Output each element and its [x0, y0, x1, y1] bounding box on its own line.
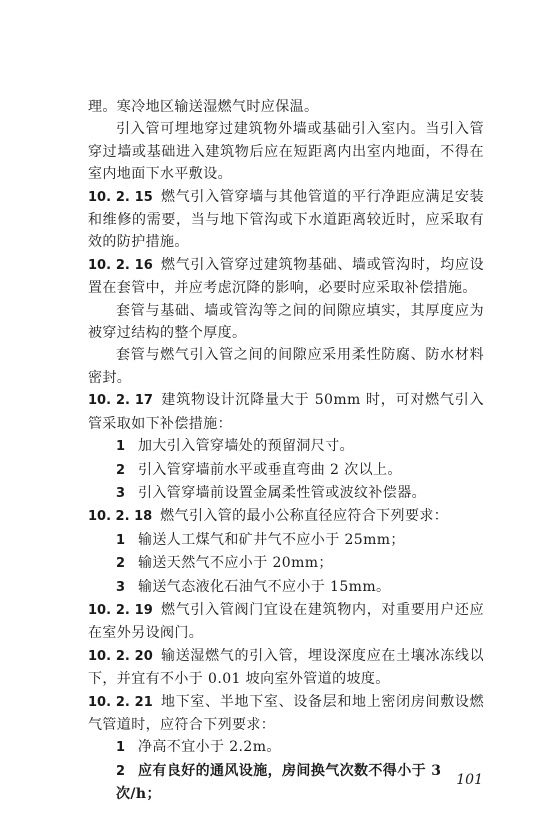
clause-text: 地下室、半地下室、设备层和地上密闭房间敷设燃气管道时，应符合下列要求： — [88, 693, 484, 733]
item-number: 1 — [116, 532, 126, 548]
item-number: 1 — [116, 740, 126, 756]
item-number: 2 — [116, 556, 126, 572]
item-number: 2 — [116, 462, 126, 478]
paragraph: 套管与基础、墙或管沟等之间的间隙应填实，其厚度应为被穿过结构的整个厚度。 — [88, 302, 484, 342]
clause-10-2-15 — [88, 186, 484, 254]
item-number: 2 — [116, 763, 126, 779]
list-item — [88, 529, 484, 552]
clause-10-2-18 — [88, 505, 484, 528]
list-item — [88, 459, 484, 482]
clause-10-2-17 — [88, 389, 484, 435]
clause-text: 燃气引入管穿墙与其他管道的平行净距应满足安装和维修的需要，当与地下管沟或下水道距离较近时，应采取有效的防护措施。 — [88, 188, 484, 251]
page-body — [88, 96, 484, 806]
list-item — [88, 482, 484, 505]
clause-number: 10. 2. 21 — [88, 694, 153, 710]
list-item — [88, 736, 484, 759]
paragraph: 套管与燃气引入管之间的间隙应采用柔性防腐、防水材料密封。 — [88, 347, 484, 386]
list-item — [88, 552, 484, 575]
clause-10-2-19 — [88, 599, 484, 645]
clause-10-2-20 — [88, 645, 484, 691]
clause-number: 10. 2. 19 — [88, 602, 153, 618]
clause-text: 燃气引入管阀门宜设在建筑物内，对重要用户还应在室外另设阀门。 — [88, 601, 484, 642]
item-text: 引入管穿墙前设置金属柔性管或波纹补偿器。 — [138, 484, 426, 501]
page-number: 101 — [456, 772, 483, 788]
item-text: 应有良好的通风设施，房间换气次数不得小于 3 次/h； — [116, 762, 442, 803]
clause-number: 10. 2. 15 — [88, 189, 153, 205]
item-text: 加大引入管穿墙处的预留洞尺寸。 — [138, 438, 354, 455]
paragraph: 引入管可埋地穿过建筑物外墙或基础引入室内。当引入管穿过墙或基础进入建筑物后应在短距离内出室内地面，不得在室内地面下水平敷设。 — [88, 121, 484, 183]
clause-text: 建筑物设计沉降量大于 50mm 时，可对燃气引入管采取如下补偿措施： — [88, 392, 485, 432]
item-text: 输送人工煤气和矿井气不应小于 25mm； — [138, 531, 405, 548]
clause-number: 10. 2. 16 — [88, 257, 153, 273]
clause-text: 输送湿燃气的引入管，埋设深度应在土壤冰冻线以下，并宜有不小于 0.01 坡向室外管道的坡度。 — [88, 647, 484, 688]
item-text: 引入管穿墙前水平或垂直弯曲 2 次以上。 — [138, 461, 402, 478]
clause-10-2-21 — [88, 691, 484, 737]
list-item — [88, 576, 484, 599]
item-text: 净高不宜小于 2.2m。 — [138, 739, 281, 756]
clause-text: 燃气引入管穿过建筑物基础、墙或管沟时，均应设置在套管中，并应考虑沉降的影响，必要时应采取补偿措施。 — [88, 256, 484, 297]
list-item — [88, 760, 484, 806]
clause-number: 10. 2. 20 — [88, 648, 153, 664]
clause-number: 10. 2. 18 — [88, 509, 153, 525]
clause-10-2-16 — [88, 254, 484, 300]
item-number: 3 — [116, 579, 126, 595]
clause-text: 燃气引入管的最小公称直径应符合下列要求： — [160, 508, 449, 525]
item-number: 1 — [116, 439, 126, 455]
item-text: 输送气态液化石油气不应小于 15mm。 — [138, 578, 391, 595]
clause-number: 10. 2. 17 — [88, 393, 153, 409]
item-number: 3 — [116, 485, 126, 501]
item-text: 输送天然气不应小于 20mm； — [138, 555, 333, 572]
list-item — [88, 435, 484, 458]
continuation-text: 理。寒冷地区输送湿燃气时应保温。 — [88, 99, 319, 115]
